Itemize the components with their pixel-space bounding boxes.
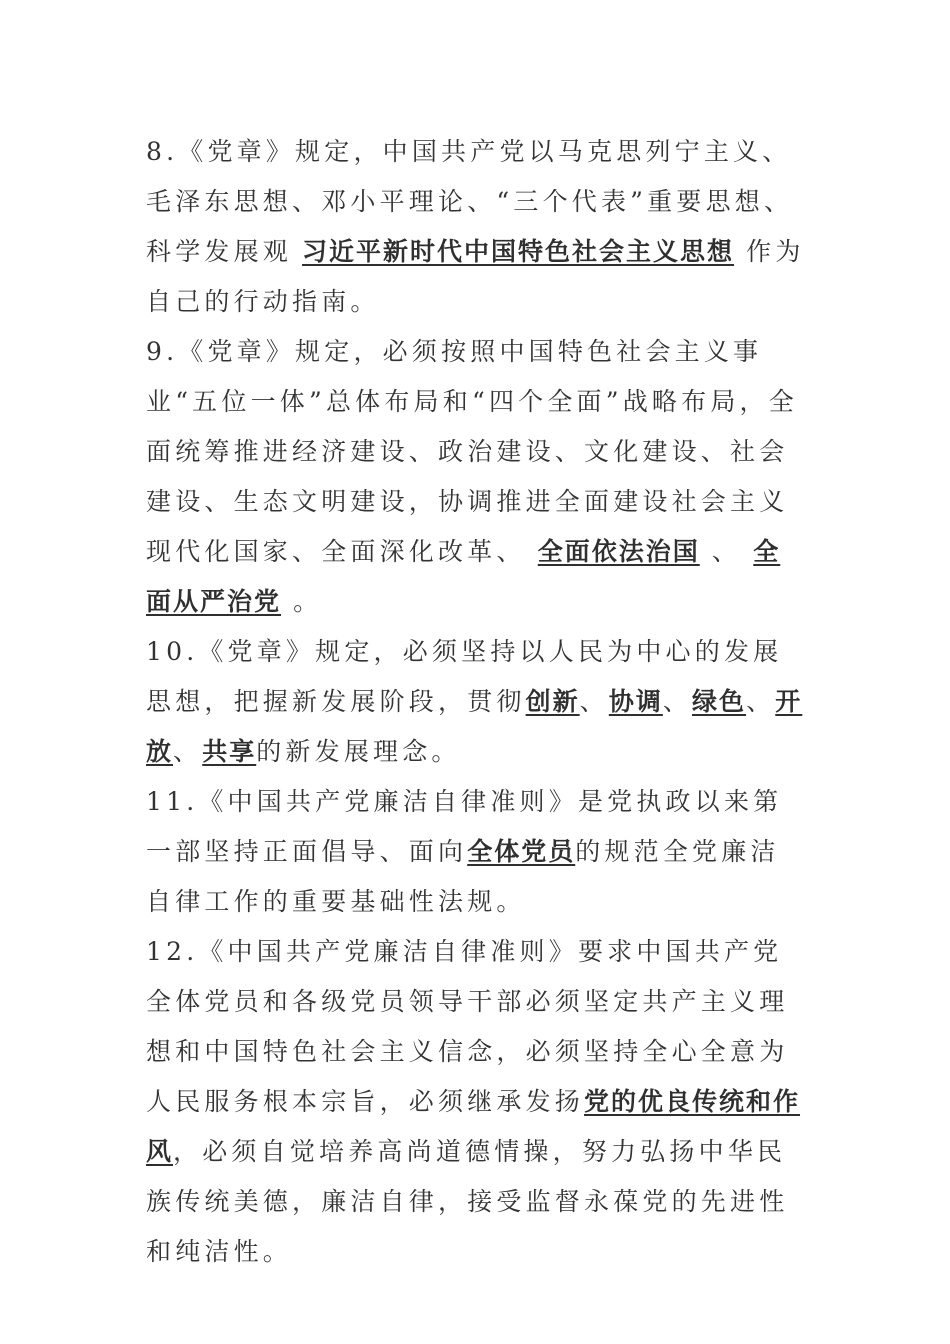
- question-text: 、: [579, 687, 609, 716]
- question-text: 。: [281, 587, 323, 616]
- question-text: 的规范全党廉洁自律工作的重要基础性法规。: [146, 837, 780, 916]
- question-text: 、: [173, 737, 203, 766]
- question-12: [146, 927, 806, 1277]
- question-text: 12.《中国共产党廉洁自律准则》要求中国共产党全体党员和各级党员领导干部必须坚定共产主义理想和中国特色社会主义信念，必须坚持全心全意为人民服务根本宗旨，必须继承发扬: [146, 937, 789, 1116]
- question-text: ，必须自觉培养高尚道德情操，努力弘扬中华民族传统美德，廉洁自律，接受监督永葆党的先进性和纯洁性。: [146, 1137, 789, 1266]
- question-text: 、: [746, 687, 776, 716]
- question-text: 作为自己的行动指南。: [146, 237, 805, 316]
- answer-blank: 全面从严治党: [146, 537, 781, 616]
- answer-blank: 开放: [146, 687, 803, 766]
- answer-blank: 全体党员: [467, 837, 576, 866]
- answer-blank: 协调: [608, 687, 663, 716]
- question-11: [146, 777, 806, 927]
- answer-blank: 创新: [525, 687, 580, 716]
- question-9: [146, 327, 806, 627]
- question-text: 11.《中国共产党廉洁自律准则》是党执政以来第一部坚持正面倡导、面向: [146, 787, 783, 866]
- question-text: 10.《党章》规定，必须坚持以人民为中心的发展思想，把握新发展阶段，贯彻: [146, 637, 783, 716]
- question-text: 9.《党章》规定，必须按照中国特色社会主义事业“五位一体”总体布局和“四个全面”战略布局，全面统筹推进经济建设、政治建设、文化建设、社会建设、生态文明建设，协调推进全面建设社会主义现代化国家、全面深化改革、: [146, 337, 798, 566]
- answer-blank: 全面依法治国: [537, 537, 700, 566]
- question-text: 、: [662, 687, 693, 716]
- answer-blank: 习近平新时代中国特色社会主义思想: [302, 237, 735, 266]
- document-content: [146, 127, 806, 1277]
- answer-blank: 共享: [202, 737, 257, 766]
- question-8: [146, 127, 806, 327]
- question-text: 、: [699, 537, 754, 566]
- question-10: [146, 627, 806, 777]
- question-text: 的新发展理念。: [256, 737, 461, 766]
- question-text: 8.《党章》规定，中国共产党以马克思列宁主义、毛泽东思想、邓小平理论、“三个代表”重要思想、科学发展观: [146, 137, 794, 266]
- answer-blank: 党的优良传统和作风: [146, 1087, 801, 1166]
- answer-blank: 绿色: [692, 687, 747, 716]
